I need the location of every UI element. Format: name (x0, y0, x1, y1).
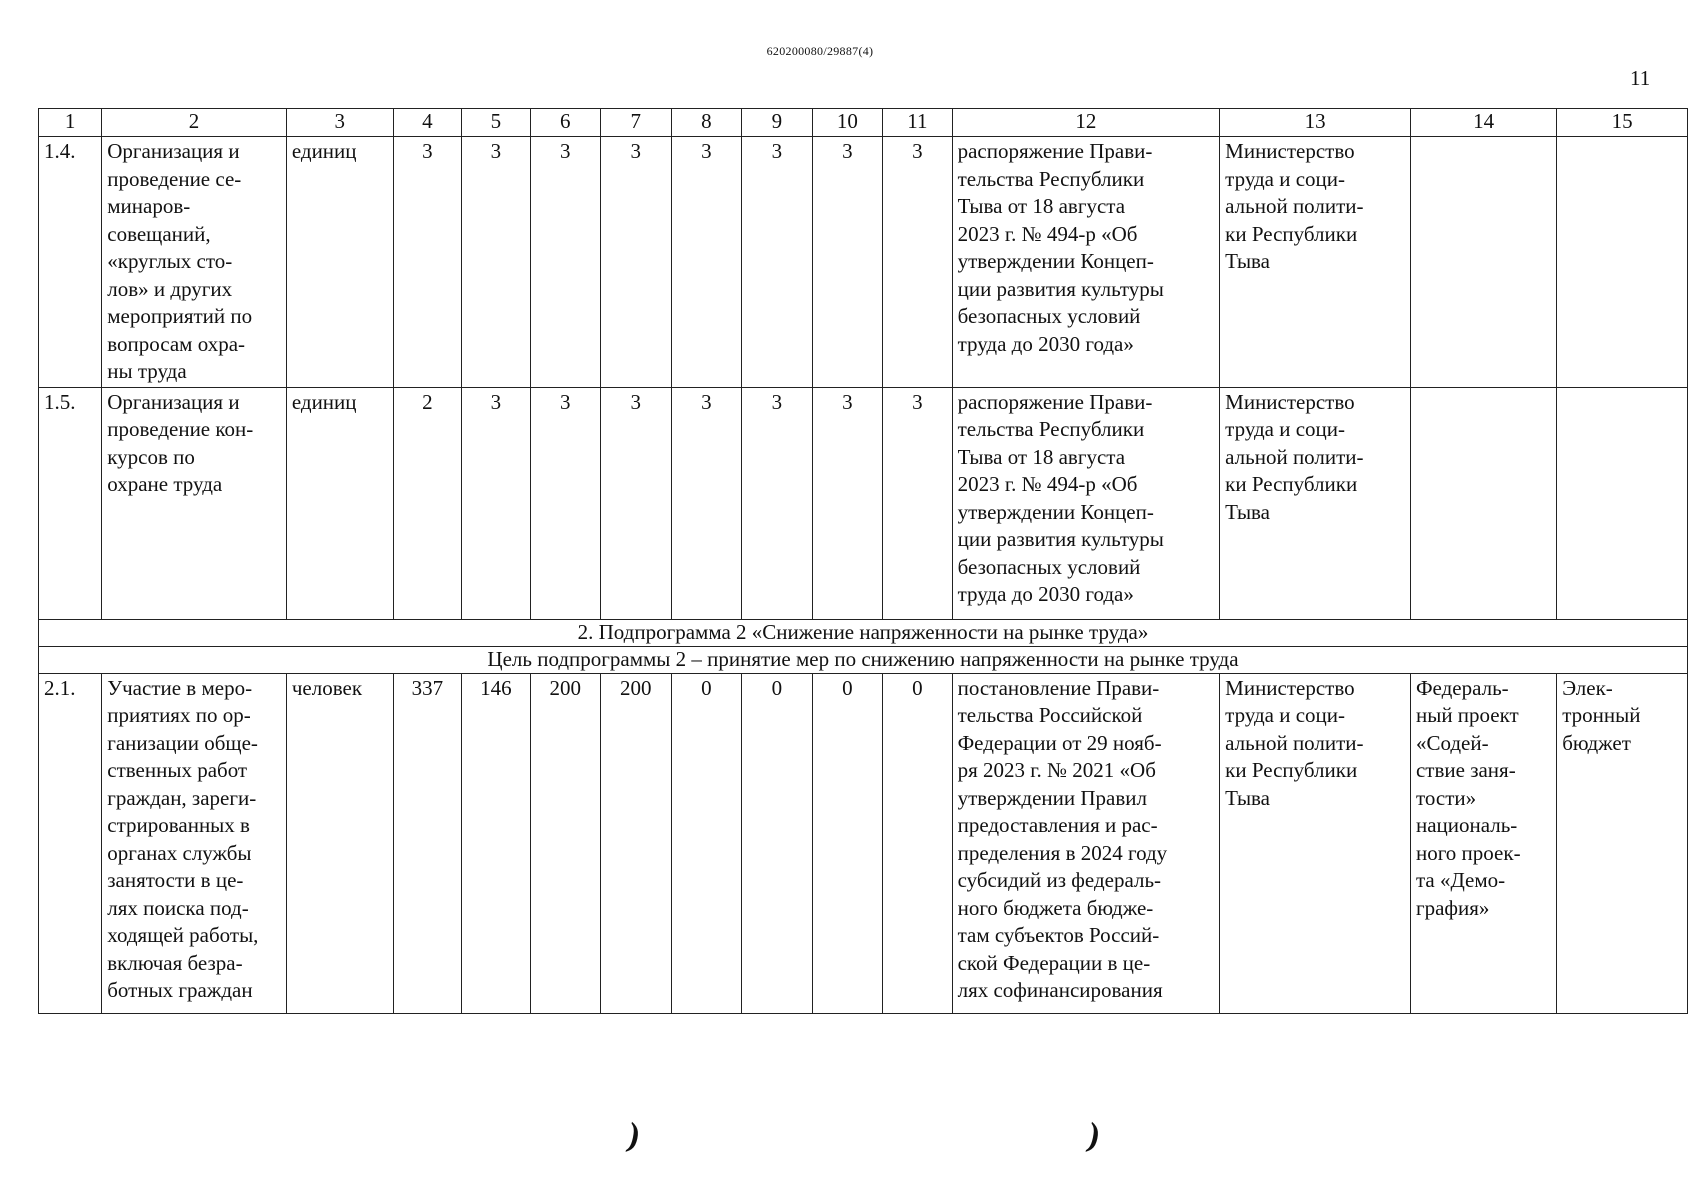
col-number: 2 (102, 109, 287, 137)
value-cell: 3 (462, 387, 530, 619)
responsible-cell: Министерство труда и соци- альной полити- ки Республики Тыва (1220, 387, 1411, 619)
subprogram-goal-row (39, 646, 1688, 673)
table-row-1-5 (39, 387, 1688, 619)
legal-basis-cell: распоряжение Прави- тельства Республики Тыва от 18 августа 2023 г. № 494-р «Об утверждении Концеп- ции развития культуры безопасных условий труда до 2030 года» (952, 137, 1220, 388)
col-number: 7 (601, 109, 672, 137)
value-cell: 2 (393, 387, 461, 619)
row-number: 1.4. (39, 137, 102, 388)
col-number: 1 (39, 109, 102, 137)
value-cell: 0 (742, 673, 813, 1013)
note-cell (1557, 137, 1688, 388)
value-cell: 0 (671, 673, 742, 1013)
value-cell: 3 (812, 137, 883, 388)
value-cell: 200 (601, 673, 672, 1013)
document-id: 620200080/29887(4) (766, 44, 874, 58)
value-cell: 337 (393, 673, 461, 1013)
scan-mark: ) (1084, 1116, 1104, 1155)
value-cell: 3 (530, 387, 601, 619)
value-cell: 3 (742, 137, 813, 388)
unit-cell: единиц (286, 137, 393, 388)
project-cell (1410, 387, 1556, 619)
value-cell: 3 (883, 137, 952, 388)
value-cell: 3 (671, 387, 742, 619)
col-number: 12 (952, 109, 1220, 137)
subprogram-title: 2. Подпрограмма 2 «Снижение напряженности на рынке труда» (39, 619, 1688, 646)
page-number: 11 (1630, 66, 1651, 90)
responsible-cell: Министерство труда и соци- альной полити- ки Республики Тыва (1220, 137, 1411, 388)
value-cell: 3 (601, 137, 672, 388)
value-cell: 3 (601, 387, 672, 619)
project-cell: Федераль- ный проект «Содей- ствие заня- тости» националь- ного проек- та «Демо- графия» (1410, 673, 1556, 1013)
project-cell (1410, 137, 1556, 388)
legal-basis-cell: постановление Прави- тельства Российской Федерации от 29 нояб- ря 2023 г. № 2021 «Об утверждении Правил предоставления и рас- пределения в 2024 году субсидий из федераль- ного бюджета бюдже- там субъектов Россий- ской Федерации в це- лях софинансирования (952, 673, 1220, 1013)
table-row-2-1 (39, 673, 1688, 1013)
col-number: 4 (393, 109, 461, 137)
col-number: 6 (530, 109, 601, 137)
measures-table (38, 108, 1688, 1014)
measure-name: Организация и проведение се- минаров- совещаний, «круглых сто- лов» и других мероприятий по вопросам охра- ны труда (102, 137, 287, 388)
value-cell: 0 (812, 673, 883, 1013)
legal-basis-cell: распоряжение Прави- тельства Республики Тыва от 18 августа 2023 г. № 494-р «Об утверждении Концеп- ции развития культуры безопасных условий труда до 2030 года» (952, 387, 1220, 619)
value-cell: 3 (393, 137, 461, 388)
table-row-1-4 (39, 137, 1688, 388)
row-number: 1.5. (39, 387, 102, 619)
col-number: 8 (671, 109, 742, 137)
value-cell: 3 (812, 387, 883, 619)
measure-name: Участие в меро- приятиях по ор- ганизации обще- ственных работ граждан, зареги- стрированных в органах службы занятости в це- лях поиска под- ходящей работы, включая безра- ботных граждан (102, 673, 287, 1013)
responsible-cell: Министерство труда и соци- альной полити- ки Республики Тыва (1220, 673, 1411, 1013)
value-cell: 3 (742, 387, 813, 619)
col-number: 10 (812, 109, 883, 137)
col-number: 14 (1410, 109, 1556, 137)
note-cell: Элек- тронный бюджет (1557, 673, 1688, 1013)
row-number: 2.1. (39, 673, 102, 1013)
unit-cell: человек (286, 673, 393, 1013)
col-number: 3 (286, 109, 393, 137)
col-number: 13 (1220, 109, 1411, 137)
value-cell: 0 (883, 673, 952, 1013)
col-number: 5 (462, 109, 530, 137)
note-cell (1557, 387, 1688, 619)
value-cell: 3 (883, 387, 952, 619)
subprogram-title-row (39, 619, 1688, 646)
col-number: 9 (742, 109, 813, 137)
column-number-row (39, 109, 1688, 137)
value-cell: 3 (462, 137, 530, 388)
unit-cell: единиц (286, 387, 393, 619)
scan-mark: ) (624, 1116, 644, 1155)
value-cell: 146 (462, 673, 530, 1013)
col-number: 15 (1557, 109, 1688, 137)
subprogram-goal: Цель подпрограммы 2 – принятие мер по снижению напряженности на рынке труда (39, 646, 1688, 673)
value-cell: 3 (671, 137, 742, 388)
value-cell: 3 (530, 137, 601, 388)
col-number: 11 (883, 109, 952, 137)
measure-name: Организация и проведение кон- курсов по охране труда (102, 387, 287, 619)
value-cell: 200 (530, 673, 601, 1013)
